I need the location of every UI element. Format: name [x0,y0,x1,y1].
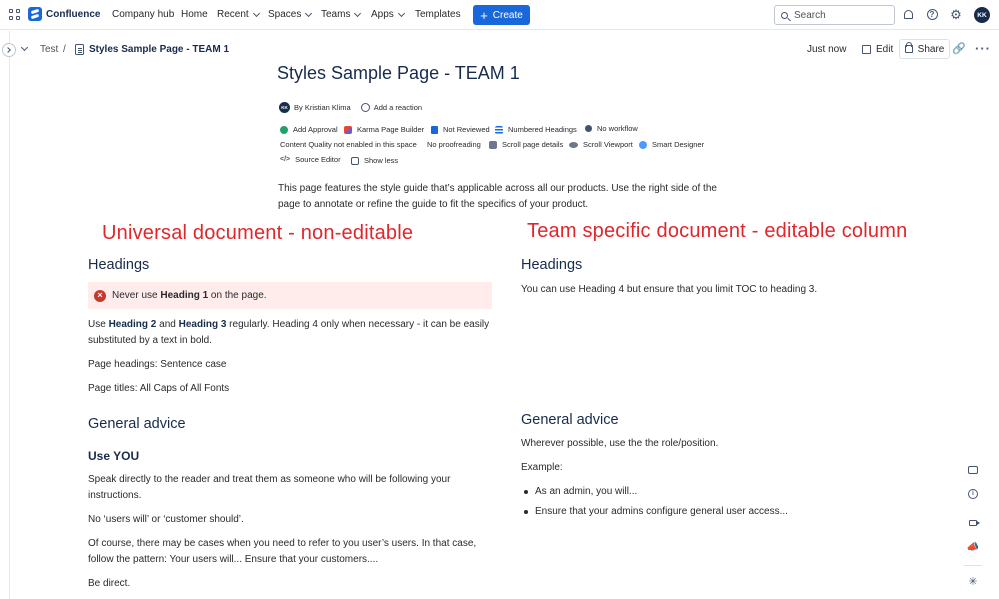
details-button[interactable] [966,487,980,501]
pencil-icon [862,45,871,54]
headings-title-right: Headings [521,257,583,273]
app-label: No workflow [597,124,638,133]
app-karma[interactable] [344,125,424,134]
byline [279,102,422,113]
general-advice-title-left: General advice [88,416,186,432]
app-label: Numbered Headings [508,125,577,134]
text-run: regularly. Heading 4 only when necessary - it can be easily substituted by a text in bold. [88,319,490,346]
breadcrumb-page[interactable]: Styles Sample Page - TEAM 1 [89,44,230,55]
app-numbered-headings[interactable] [495,125,577,134]
nav-spaces[interactable] [268,9,311,20]
bell-icon [904,10,913,19]
comment-icon [968,466,978,474]
expand-sidebar-button[interactable] [2,43,16,57]
app-switcher-icon[interactable] [9,9,20,20]
bold-run: Heading 2 [108,319,157,330]
edit-label: Edit [876,43,894,55]
use-you-title: Use YOU [88,449,140,463]
scroll-icon [489,141,497,149]
chevron-down-icon [354,9,361,16]
nav-label: Teams [321,9,351,20]
last-edited[interactable]: Just now [807,44,847,55]
app-label: Scroll Viewport [583,140,633,149]
app-workflow[interactable] [585,124,638,133]
app-proofreading[interactable] [427,140,481,149]
chevron-down-icon [253,9,260,16]
warning-bold: Heading 1 [160,290,209,301]
comments-button[interactable] [966,463,980,477]
app-label: Smart Designer [652,140,705,149]
workflow-icon [585,125,592,132]
author-avatar[interactable]: KK [279,102,290,113]
app-review-status[interactable] [431,125,490,134]
top-navigation [0,0,999,30]
warning-prefix: Never use [112,290,161,301]
text-run: Use [88,319,109,330]
chevron-right-icon [5,47,11,53]
smart-designer-icon [639,141,647,149]
chevron-down-icon [305,9,312,16]
video-icon [969,520,977,526]
search-box[interactable] [774,5,895,25]
add-reaction-button[interactable] [361,103,422,112]
heading-usage-paragraph [88,317,492,349]
page-icon [75,44,84,55]
lock-icon [905,45,913,53]
app-label: No proofreading [427,140,481,149]
list-item: Ensure that your admins configure general user access... [522,504,788,524]
team-banner: Team specific document - editable column [527,220,908,242]
nav-company-hub[interactable] [112,9,174,20]
info-icon: i [968,489,978,499]
app-label: Scroll page details [502,140,564,149]
numbered-list-icon [495,126,503,134]
megaphone-icon: 📣 [966,541,980,553]
approval-icon [280,126,288,134]
rail-divider [964,565,982,566]
app-label: Not Reviewed [443,125,490,134]
collapse-chevron-icon[interactable] [21,44,28,51]
search-input[interactable] [794,10,884,21]
create-button[interactable] [473,5,530,25]
nav-teams[interactable] [321,9,360,20]
be-direct-paragraph: Be direct. [88,578,131,589]
app-scroll-viewport[interactable] [569,140,633,149]
plus-icon: + [480,7,488,23]
warning-text [112,290,267,301]
universal-banner: Universal document - non-editable [102,222,414,244]
share-button[interactable] [899,39,950,59]
list-item: As an admin, you will... [522,484,788,504]
edit-button[interactable] [858,39,897,59]
app-smart-designer[interactable] [639,140,704,149]
loom-button[interactable] [966,516,980,530]
app-label: Add Approval [293,125,338,134]
warning-suffix: on the page. [208,290,267,301]
nav-home[interactable] [181,9,208,20]
nav-templates[interactable] [415,9,461,20]
warning-panel [88,282,492,309]
create-label: Create [492,9,523,21]
search-icon [781,12,788,19]
apps-grid-icon [351,157,359,165]
nav-label: Apps [371,9,394,20]
app-source-editor[interactable] [280,155,341,164]
error-icon: × [94,290,106,302]
show-less-button[interactable] [351,156,398,165]
confluence-logo-icon [28,7,42,21]
add-reaction-label: Add a reaction [373,103,423,112]
app-add-approval[interactable] [280,125,338,134]
of-course-paragraph: Of course, there may be cases when you need to refer to you user’s users. In that case, follow the pattern: Your users will... Ensure that your customers.... [88,538,477,565]
breadcrumb-separator: / [63,44,66,55]
general-advice-note: Wherever possible, use the the role/position. [521,438,719,449]
chevron-down-icon [398,9,405,16]
karma-icon [344,126,352,134]
page-titles-rule: Page titles: All Caps of All Fonts [88,383,230,394]
example-list [522,484,788,524]
headings-title-left: Headings [88,257,150,273]
gear-icon: ⚙ [950,6,962,22]
more-actions-icon[interactable]: ··· [975,41,991,56]
nav-label: Home [181,9,208,20]
copy-link-icon[interactable]: 🔗 [952,43,966,55]
nav-label: Company hub [112,9,175,20]
page-headings-rule: Page headings: Sentence case [88,359,227,370]
ai-button[interactable] [966,574,980,588]
app-content-quality[interactable] [280,140,417,149]
breadcrumb-space[interactable]: Test [40,44,59,55]
sidebar-rail [0,31,10,599]
notifications-button[interactable] [902,8,914,20]
example-label: Example: [521,462,563,473]
app-label: Karma Page Builder [357,125,425,134]
help-icon: ? [927,9,938,20]
app-label: Source Editor [295,155,341,164]
code-icon: </> [280,156,291,163]
feedback-button[interactable] [966,540,980,554]
user-avatar[interactable]: KK [974,7,990,23]
nav-label: Templates [415,9,461,20]
page-title: Styles Sample Page - TEAM 1 [277,63,520,83]
viewport-icon [569,142,578,148]
app-scroll-page-details[interactable] [489,140,563,149]
app-label: Content Quality not enabled in this space [280,140,417,149]
app-label: Show less [364,156,399,165]
share-label: Share [917,43,945,55]
general-advice-title-right: General advice [521,412,619,428]
text-run: and [156,319,179,330]
nav-label: Spaces [268,9,302,20]
sparkle-icon: ✳ [968,575,978,588]
confluence-logo[interactable] [28,7,100,21]
help-button[interactable] [926,8,938,20]
nav-recent[interactable] [217,9,259,20]
app-name: Confluence [46,8,101,20]
nav-apps[interactable] [371,9,404,20]
settings-button[interactable] [950,8,962,20]
emoji-icon [361,103,370,112]
author-name[interactable]: By Kristian Klima [294,103,351,112]
review-icon [431,126,438,134]
headings-note: You can use Heading 4 but ensure that you limit TOC to heading 3. [521,284,818,295]
nav-label: Recent [217,9,249,20]
bold-run: Heading 3 [178,319,227,330]
no-users-will-paragraph: No ‘users will’ or ‘customer should’. [88,514,244,525]
speak-directly-paragraph: Speak directly to the reader and treat them as someone who will be following your instructions. [88,474,451,501]
intro-paragraph: This page features the style guide that’s applicable across all our products. Use the right side of the page to annotate or refine the guide to fit the specifics of your product. [278,183,717,210]
